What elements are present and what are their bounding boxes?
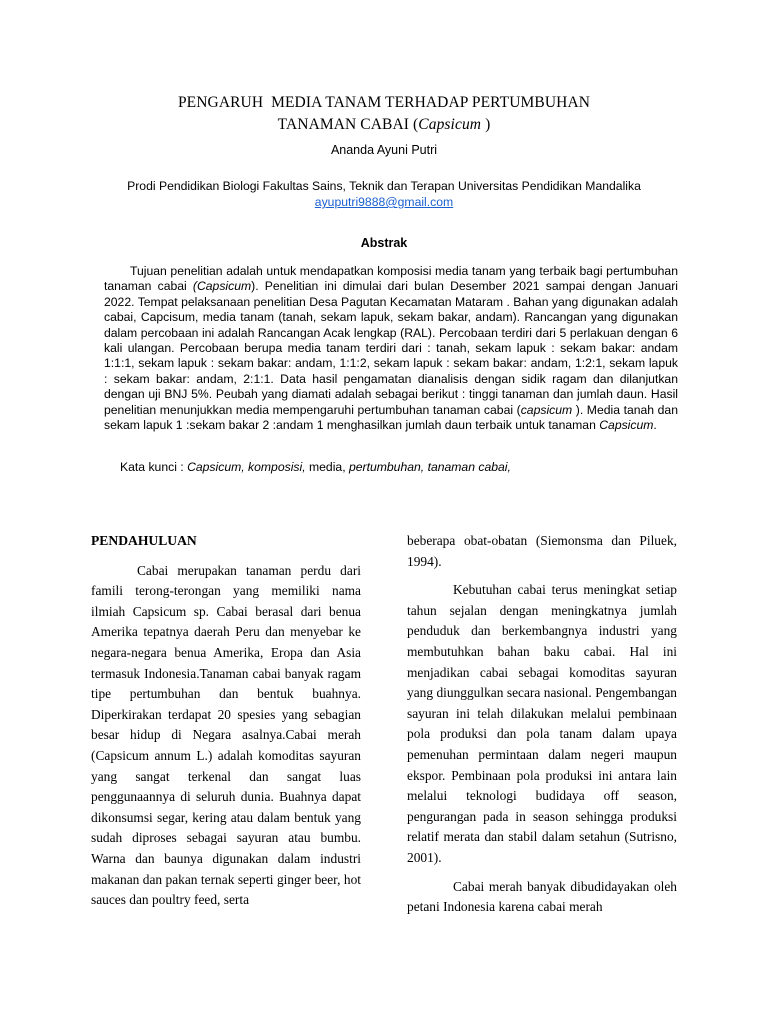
keywords-italic-2: pertumbuhan, tanaman cabai, bbox=[348, 460, 511, 474]
abstract-text-3: ). Media tanah dan sekam lapuk 1 :sekam bakar 2 :andam 1 menghasilkan jumlah daun terbaik untuk tanaman bbox=[104, 402, 678, 433]
title-line-2-italic: Capsicum bbox=[418, 116, 482, 133]
title-block bbox=[0, 92, 768, 158]
abstract-text-2: ). Penelitian ini dimulai dari bulan Desember 2021 sampai dengan Januari 2022. Tempat pelaksanaan penelitian Desa Pagutan Kecamatan Mataram . Bahan yang digunakan adalah cabai, Capcisum, media tanam (tanah, sekam lapuk, sekam bakar, andam). Rancangan yang digunakan dalam percobaan ini adalah Rancangan Acak lengkap (RAL). Percobaan terdiri dari 5 perlakuan dengan 6 kali ulangan. Percobaan berupa media tanam terdiri dari : tanah, sekam lapuk : sekam bakar: andam 1:1:1, sekam lapuk : sekam bakar: andam, 1:1:2, sekam lapuk : sekam bakar: andam, 1:2:1, sekam lapuk : sekam bakar: andam, 2:1:1. Data hasil pengamatan dianalisis dengan sidik ragam dan dilanjutkan dengan uji BNJ 5%. Peubah yang diamati adalah sebagai berikut : tinggi tanaman dan jumlah daun. Hasil penelitian menunjukkan media mempengaruhi pertumbuhan tanaman cabai ( bbox=[104, 279, 678, 417]
paper-title bbox=[0, 92, 768, 136]
abstract-text-1: Tujuan penelitian adalah untuk mendapatkan komposisi media tanam yang terbaik bagi pertumbuhan tanaman cabai bbox=[104, 264, 678, 294]
title-line-2-prefix: TANAMAN CABAI ( bbox=[277, 116, 419, 133]
email-link[interactable]: ayuputri9888@gmail.com bbox=[314, 195, 454, 209]
abstract-text-end: . bbox=[653, 418, 657, 433]
right-column bbox=[407, 531, 677, 918]
intro-paragraph-1: Cabai merupakan tanaman perdu dari famili terong-terongan yang memiliki nama ilmiah Capsicum sp. Cabai berasal dari benua Amerika tepatnya daerah Peru dan menyebar ke negara-negara benua Amerika, Eropa dan Asia termasuk Indonesia.Tanaman cabai banyak ragam tipe pertumbuhan dan bentuk buahnya. Diperkirakan terdapat 20 spesies yang sebagian besar hidup di Negara asalnya.Cabai merah (Capsicum annum L.) adalah komoditas sayuran yang sangat terkenal dan sangat luas penggunaannya di seluruh dunia. Buahnya dapat dikonsumsi segar, kering atau dalam bentuk yang sudah diproses sebagai sayuran atau bumbu. Warna dan baunya digunakan dalam industri makanan dan pakan ternak seperti ginger beer, hot sauces dan poultry feed, serta bbox=[91, 562, 361, 908]
abstract-italic-3: Capsicum bbox=[599, 418, 654, 433]
affiliation-block bbox=[0, 178, 768, 210]
title-line-2-suffix: ) bbox=[481, 116, 491, 133]
abstract-body bbox=[104, 264, 678, 433]
abstract-italic-2: capsicum bbox=[520, 402, 573, 417]
title-line-1: PENGARUH MEDIA TANAM TERHADAP PERTUMBUHAN bbox=[177, 94, 591, 111]
intro-paragraph-continued: beberapa obat-obatan (Siemonsma dan Piluek, 1994). bbox=[407, 533, 677, 569]
left-column bbox=[91, 531, 361, 911]
intro-paragraph-2: Kebutuhan cabai terus meningkat setiap tahun sejalan dengan meningkatnya jumlah penduduk dan berkembangnya industri yang membutuhkan bahan baku cabai. Hal ini menjadikan cabai sebagai komoditas sayuran yang diunggulkan secara nasional. Pengembangan sayuran ini telah dilakukan melalui pembinaan pola produksi dan pola tanam dalam upaya pemenuhan permintaan dalam negeri maupun ekspor. Pembinaan pola produksi ini antara lain melalui teknologi budidaya off season, pengurangan pada in season sehingga produksi relatif merata dan stabil dalam setahun (Sutrisno, 2001). bbox=[407, 582, 677, 865]
keywords-label: Kata kunci : bbox=[120, 460, 188, 474]
intro-paragraph-3: Cabai merah banyak dibudidayakan oleh petani Indonesia karena cabai merah bbox=[407, 878, 677, 915]
author-name: Ananda Ayuni Putri bbox=[330, 143, 438, 157]
affiliation: Prodi Pendidikan Biologi Fakultas Sains, Teknik dan Terapan Universitas Pendidikan Mandalika bbox=[127, 179, 641, 193]
section-heading: PENDAHULUAN bbox=[91, 533, 197, 548]
keywords-italic-1: Capsicum, komposisi, bbox=[187, 460, 306, 474]
keywords bbox=[120, 459, 680, 475]
abstract-heading: Abstrak bbox=[360, 236, 408, 250]
abstract-italic-1: (Capsicum bbox=[192, 279, 252, 294]
keywords-plain: media, bbox=[305, 460, 349, 474]
